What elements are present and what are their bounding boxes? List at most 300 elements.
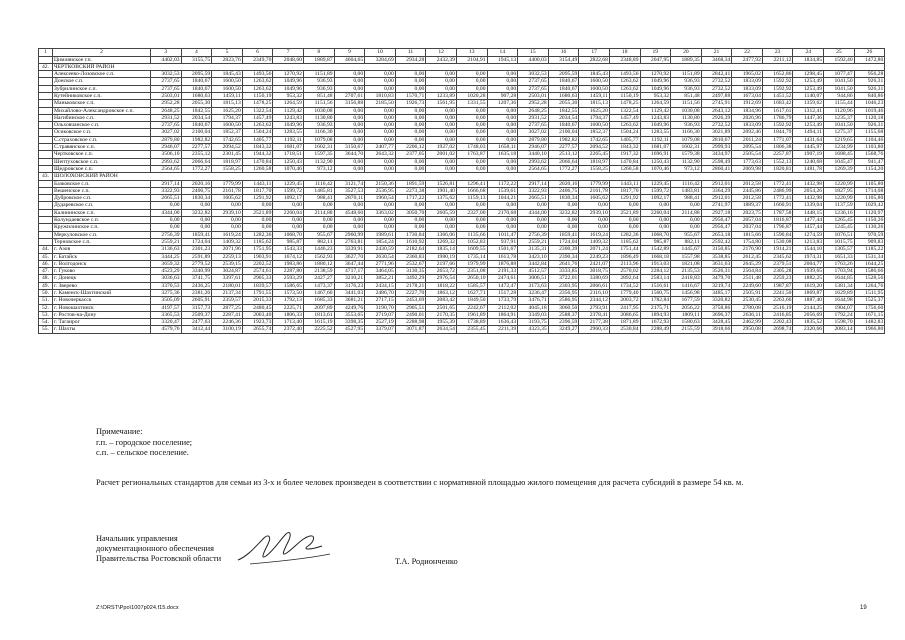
row-index: [39, 107, 53, 114]
settlement-name: г. Каменск-Шахтинский: [53, 290, 151, 297]
settlement-name: Шептуховское с.п.: [53, 158, 151, 165]
value-cell: 2592,42: [701, 238, 732, 245]
value-cell: 1903,91: [242, 253, 273, 260]
value-cell: 2011,24: [732, 136, 763, 143]
column-header: 2: [53, 49, 151, 57]
value-cell: 1504,24: [609, 129, 640, 136]
value-cell: 1982,82: [548, 136, 579, 143]
value-cell: 2066,64: [181, 158, 212, 165]
value-cell: 1671,15: [854, 311, 885, 318]
value-cell: 1470,84: [242, 158, 273, 165]
value-cell: 0,00: [273, 224, 304, 231]
value-cell: 2999,93: [701, 144, 732, 151]
value-cell: 2505,91: [732, 290, 763, 297]
value-cell: 1103,80: [854, 144, 885, 151]
value-cell: 1104,46: [854, 136, 885, 143]
value-cell: 0,00: [518, 202, 549, 209]
value-cell: 2432,39: [426, 56, 457, 63]
row-index: [39, 100, 53, 107]
value-cell: 1150,19: [609, 92, 640, 99]
value-cell: 2634,54: [426, 326, 457, 333]
value-cell: 3100,19: [212, 326, 243, 333]
value-cell: 3380,69: [579, 275, 610, 282]
section-index: 42.: [39, 63, 53, 70]
value-cell: 2071,96: [212, 246, 243, 253]
value-cell: 1544,10: [793, 246, 824, 253]
value-cell: 1806,38: [762, 144, 793, 151]
row-index: [39, 180, 53, 187]
value-cell: 2138,59: [303, 268, 334, 275]
value-cell: 1049,96: [640, 85, 671, 92]
value-cell: 1864,91: [487, 311, 518, 318]
value-cell: 0,00: [395, 136, 426, 143]
value-cell: 0,00: [395, 122, 426, 129]
value-cell: 3190,70: [365, 304, 396, 311]
column-header: 1: [39, 49, 53, 57]
value-cell: 0,00: [365, 158, 396, 165]
value-cell: 2503,01: [518, 92, 549, 99]
value-cell: 0,00: [395, 202, 426, 209]
value-cell: 4045,18: [518, 304, 549, 311]
value-cell: 0,00: [426, 122, 457, 129]
value-cell: 1511,95: [854, 290, 885, 297]
value-cell: 1296,41: [456, 180, 487, 187]
value-cell: 1796,87: [762, 224, 793, 231]
value-cell: 1979,99: [456, 260, 487, 267]
value-cell: 1140,07: [793, 92, 824, 99]
value-cell: 1891,59: [395, 180, 426, 187]
value-cell: 1151,89: [671, 71, 702, 78]
value-cell: 1843,32: [242, 144, 273, 151]
value-cell: 0,00: [334, 85, 365, 92]
value-cell: 1852,37: [212, 129, 243, 136]
value-cell: 3696,37: [701, 311, 732, 318]
value-cell: 2993,62: [518, 158, 549, 165]
value-cell: 1443,11: [609, 180, 640, 187]
value-cell: 2779,52: [181, 260, 212, 267]
value-cell: 3918,66: [701, 326, 732, 333]
value-cell: 2351,08: [456, 268, 487, 275]
value-cell: 985,87: [640, 238, 671, 245]
value-cell: 2048,60: [273, 56, 304, 63]
value-cell: 1172,22: [487, 180, 518, 187]
value-cell: 2161,78: [579, 187, 610, 194]
row-index: [39, 187, 53, 194]
value-cell: 0,00: [640, 224, 671, 231]
value-cell: 0,00: [395, 71, 426, 78]
value-cell: 2737,65: [151, 85, 182, 92]
value-cell: 937,91: [487, 238, 518, 245]
value-cell: 1696,91: [640, 151, 671, 158]
column-header: 3: [151, 49, 182, 57]
value-cell: 2993,62: [151, 158, 182, 165]
value-cell: 1445,67: [671, 246, 702, 253]
column-header: 12: [426, 49, 457, 57]
value-cell: 0,00: [426, 107, 457, 114]
value-cell: 0,00: [395, 85, 426, 92]
value-cell: 2501,65: [426, 304, 457, 311]
value-cell: 973,12: [671, 165, 702, 172]
value-cell: 1166,30: [303, 129, 334, 136]
value-cell: 1724,04: [181, 238, 212, 245]
row-index: [39, 92, 53, 99]
value-cell: 2717,15: [365, 297, 396, 304]
value-cell: 1481,78: [793, 165, 824, 172]
value-cell: 2532,67: [395, 260, 426, 267]
value-cell: 1636,43: [487, 319, 518, 326]
value-cell: 1923,73: [242, 319, 273, 326]
value-cell: 1680,63: [548, 92, 579, 99]
value-cell: 3136,63: [151, 246, 182, 253]
value-cell: 1600,50: [579, 122, 610, 129]
column-header: 14: [487, 49, 518, 57]
value-cell: 0,00: [456, 129, 487, 136]
value-cell: 1619,20: [793, 282, 824, 289]
value-cell: 0,00: [395, 217, 426, 224]
value-cell: 4579,76: [151, 326, 182, 333]
value-cell: 1019,46: [854, 107, 885, 114]
table-row: [39, 246, 885, 253]
value-cell: 2570,02: [609, 268, 640, 275]
section-row: [39, 173, 885, 180]
value-cell: 1625,20: [579, 107, 610, 114]
settlement-name: Калининское с.п.: [53, 209, 151, 216]
value-cell: 1457,49: [242, 114, 273, 121]
value-cell: 1724,04: [548, 238, 579, 245]
value-cell: 1945,13: [487, 56, 518, 63]
value-cell: 3339,91: [334, 246, 365, 253]
value-cell: 1282,36: [242, 231, 273, 238]
value-cell: 0,00: [334, 165, 365, 172]
value-cell: 1409,32: [212, 238, 243, 245]
value-cell: 1070,46: [273, 165, 304, 172]
value-cell: 3322,93: [151, 187, 182, 194]
value-cell: 1263,62: [242, 122, 273, 129]
value-cell: 2780,08: [732, 304, 763, 311]
value-cell: 1983,86: [273, 260, 304, 267]
row-index: [39, 217, 53, 224]
value-cell: 2056,69: [793, 311, 824, 318]
handwritten-signature: [230, 526, 340, 570]
value-cell: 0,00: [456, 122, 487, 129]
value-cell: 2161,78: [212, 187, 243, 194]
row-index: [39, 195, 53, 202]
value-cell: 2301,45: [212, 151, 243, 158]
value-cell: 2246,36: [212, 319, 243, 326]
value-cell: 2265,45: [579, 151, 610, 158]
value-cell: 1863,12: [426, 290, 457, 297]
value-cell: 1478,25: [609, 100, 640, 107]
value-cell: 1504,24: [242, 129, 273, 136]
value-cell: 2104,91: [456, 56, 487, 63]
value-cell: 3505,09: [151, 297, 182, 304]
value-cell: 0,00: [365, 122, 396, 129]
value-cell: 2202,43: [762, 319, 793, 326]
value-cell: 1045,47: [824, 158, 855, 165]
value-cell: 2513,12: [548, 151, 579, 158]
value-cell: 1869,87: [793, 290, 824, 297]
value-cell: 936,93: [671, 78, 702, 85]
section-row: [39, 63, 885, 70]
value-cell: 2023,75: [732, 209, 763, 216]
value-cell: 2057,04: [732, 217, 763, 224]
value-cell: 1155,44: [824, 100, 855, 107]
table-row: [39, 238, 885, 245]
value-cell: 2396,59: [548, 319, 579, 326]
value-cell: 2477,63: [181, 319, 212, 326]
value-cell: 1613,78: [487, 253, 518, 260]
table-row: [39, 253, 885, 260]
value-cell: 1834,96: [732, 107, 763, 114]
table-row: [39, 304, 885, 311]
value-cell: 1966,80: [854, 326, 885, 333]
value-cell: 1264,59: [640, 100, 671, 107]
settlement-name: Дубровское с.п.: [53, 195, 151, 202]
value-cell: 0,00: [212, 217, 243, 224]
value-cell: 2956,47: [701, 224, 732, 231]
value-cell: 1381,34: [824, 282, 855, 289]
value-cell: 2653,18: [701, 231, 732, 238]
value-cell: 1590,84: [762, 231, 793, 238]
value-cell: 988,41: [671, 195, 702, 202]
value-cell: 2390,34: [548, 253, 579, 260]
value-cell: 1159,13: [456, 195, 487, 202]
value-cell: 1068,70: [273, 231, 304, 238]
value-cell: 1166,30: [671, 129, 702, 136]
value-cell: 1592,92: [762, 122, 793, 129]
value-cell: 2612,45: [732, 253, 763, 260]
value-cell: 0,00: [609, 202, 640, 209]
value-cell: 851,48: [671, 92, 702, 99]
value-cell: 2359,57: [212, 297, 243, 304]
row-index: [39, 209, 53, 216]
value-cell: 1015,75: [824, 238, 855, 245]
value-cell: 0,00: [671, 202, 702, 209]
value-cell: 1052,83: [456, 238, 487, 245]
column-header: 13: [456, 49, 487, 57]
settlement-name: г. Волгодонск: [53, 260, 151, 267]
settlement-name: г. Шахты: [53, 326, 151, 333]
value-cell: 2763,81: [334, 238, 365, 245]
value-cell: 0,00: [334, 122, 365, 129]
value-cell: 1876,88: [487, 260, 518, 267]
value-cell: 3060,50: [548, 304, 579, 311]
notes-line-1: г.п. – городское поселение;: [96, 437, 193, 447]
row-index: [39, 56, 53, 63]
row-index: 55.: [39, 326, 53, 333]
value-cell: 2593,29: [273, 275, 304, 282]
value-cell: 3538,85: [701, 253, 732, 260]
value-cell: 1049,96: [273, 78, 304, 85]
value-cell: 1718,51: [273, 151, 304, 158]
value-cell: 2100,04: [548, 129, 579, 136]
value-cell: 2259,23: [762, 275, 793, 282]
value-cell: 1478,25: [242, 100, 273, 107]
value-cell: 2170,68: [487, 209, 518, 216]
value-cell: 1543,33: [273, 246, 304, 253]
value-cell: 1558,25: [579, 165, 610, 172]
value-cell: 1735,14: [456, 253, 487, 260]
settlement-name: г. Новочеркасск: [53, 297, 151, 304]
value-cell: 4512,57: [518, 268, 549, 275]
value-cell: 2349,70: [242, 56, 273, 63]
value-cell: 1586,65: [273, 282, 304, 289]
value-cell: 0,00: [212, 224, 243, 231]
column-header: 16: [548, 49, 579, 57]
value-cell: 1810,83: [365, 92, 396, 99]
value-cell: 2273,38: [395, 187, 426, 194]
value-cell: 1771,07: [762, 136, 793, 143]
value-cell: 2116,10: [579, 290, 610, 297]
value-cell: 2305,28: [762, 268, 793, 275]
signer-line-2: документационного обеспечения: [96, 544, 214, 554]
settlement-name: Базковское с.п.: [53, 180, 151, 187]
value-cell: 1416,67: [671, 282, 702, 289]
value-cell: 2300,39: [548, 246, 579, 253]
value-cell: 1674,12: [273, 253, 304, 260]
value-cell: 0,00: [334, 136, 365, 143]
value-cell: 2356,95: [548, 290, 579, 297]
value-cell: 4604,65: [334, 56, 365, 63]
value-cell: 1834,85: [793, 56, 824, 63]
value-cell: 1982,82: [181, 136, 212, 143]
column-header: 9: [334, 49, 365, 57]
table-row: [39, 144, 885, 151]
value-cell: 0,00: [426, 78, 457, 85]
value-cell: 1220,99: [824, 180, 855, 187]
value-cell: 1029,42: [854, 202, 885, 209]
value-cell: 1445,97: [793, 144, 824, 151]
value-cell: 1044,21: [487, 195, 518, 202]
value-cell: 2259,13: [212, 253, 243, 260]
value-cell: 1552,13: [762, 158, 793, 165]
value-cell: 1815,13: [212, 100, 243, 107]
value-cell: 0,00: [426, 129, 457, 136]
value-cell: 1600,50: [212, 78, 243, 85]
value-cell: 2015,33: [242, 297, 273, 304]
value-cell: 2530,84: [609, 326, 640, 333]
row-index: [39, 238, 53, 245]
value-cell: 1283,55: [273, 129, 304, 136]
value-cell: 1130,80: [303, 114, 334, 121]
table-row: [39, 187, 885, 194]
table-row: [39, 260, 885, 267]
value-cell: 2092,46: [732, 129, 763, 136]
row-index: 53.: [39, 311, 53, 318]
value-cell: 3476,71: [518, 297, 549, 304]
value-cell: 2822,68: [579, 56, 610, 63]
value-cell: 4400,03: [518, 56, 549, 63]
value-cell: 1672,93: [640, 319, 671, 326]
value-cell: 1077,47: [824, 71, 855, 78]
value-cell: 1213,83: [793, 238, 824, 245]
value-cell: 2301,23: [181, 246, 212, 253]
value-cell: 1871,89: [609, 319, 640, 326]
value-cell: 2287,41: [212, 311, 243, 318]
value-cell: 2249,60: [732, 282, 763, 289]
value-cell: 1779,99: [579, 180, 610, 187]
value-cell: 2211,39: [487, 326, 518, 333]
value-cell: 1859,41: [181, 231, 212, 238]
value-cell: 3681,21: [334, 297, 365, 304]
value-cell: 1120,96: [824, 107, 855, 114]
value-cell: 953,32: [640, 92, 671, 99]
value-cell: 1896,49: [609, 253, 640, 260]
value-cell: 1842,55: [548, 107, 579, 114]
value-cell: 2445,86: [732, 187, 763, 194]
value-cell: 1459,11: [579, 92, 610, 99]
value-cell: 3322,93: [518, 187, 549, 194]
value-cell: 1914,21: [762, 246, 793, 253]
value-cell: 1041,50: [824, 85, 855, 92]
row-index: [39, 114, 53, 121]
value-cell: 1794,37: [212, 114, 243, 121]
value-cell: 2094,52: [212, 144, 243, 151]
value-cell: 2586,95: [548, 297, 579, 304]
value-cell: 1833,09: [732, 85, 763, 92]
value-cell: 1592,92: [762, 85, 793, 92]
value-cell: 2260,04: [273, 209, 304, 216]
value-cell: 1629,89: [824, 290, 855, 297]
value-cell: 0,00: [303, 202, 334, 209]
value-cell: 2436,25: [181, 282, 212, 289]
settlement-name: С.травянское с.п.: [53, 144, 151, 151]
value-cell: 1815,66: [732, 231, 763, 238]
value-cell: 1291,92: [242, 195, 273, 202]
value-cell: 3232,82: [181, 209, 212, 216]
value-cell: 2114,88: [303, 209, 334, 216]
table-row: [39, 129, 885, 136]
value-cell: 2288,49: [640, 326, 671, 333]
row-index: [39, 122, 53, 129]
value-cell: 1880,12: [303, 260, 334, 267]
value-cell: 0,00: [426, 224, 457, 231]
value-cell: 1116,42: [303, 180, 334, 187]
value-cell: 1592,40: [824, 56, 855, 63]
value-cell: 1786,79: [762, 114, 793, 121]
value-cell: 1734,52: [609, 282, 640, 289]
value-cell: 0,00: [456, 107, 487, 114]
value-cell: 1644,85: [824, 275, 855, 282]
table-row: [39, 122, 885, 129]
value-cell: 3444,25: [151, 253, 182, 260]
table-row: [39, 311, 885, 318]
value-cell: 2112,02: [487, 304, 518, 311]
value-cell: 2417,95: [609, 304, 640, 311]
table-row: [39, 151, 885, 158]
value-cell: 1882,25: [793, 275, 824, 282]
value-cell: 0,00: [640, 202, 671, 209]
value-cell: 0,00: [487, 129, 518, 136]
value-cell: 1652,86: [762, 71, 793, 78]
value-cell: 0,00: [456, 202, 487, 209]
value-cell: 2100,04: [181, 129, 212, 136]
value-cell: 3232,82: [548, 209, 579, 216]
value-cell: 2892,64: [609, 275, 640, 282]
value-cell: 1609,55: [456, 246, 487, 253]
value-cell: 1234,99: [824, 144, 855, 151]
value-cell: 3154,49: [548, 56, 579, 63]
value-cell: 2927,18: [701, 209, 732, 216]
value-cell: 1263,62: [242, 78, 273, 85]
value-cell: 1049,96: [273, 85, 304, 92]
row-index: [39, 85, 53, 92]
value-cell: 1020,28: [456, 92, 487, 99]
value-cell: 1597,35: [303, 151, 334, 158]
value-cell: 1585,57: [456, 282, 487, 289]
value-cell: 1150,19: [242, 92, 273, 99]
value-cell: 1830,34: [181, 195, 212, 202]
